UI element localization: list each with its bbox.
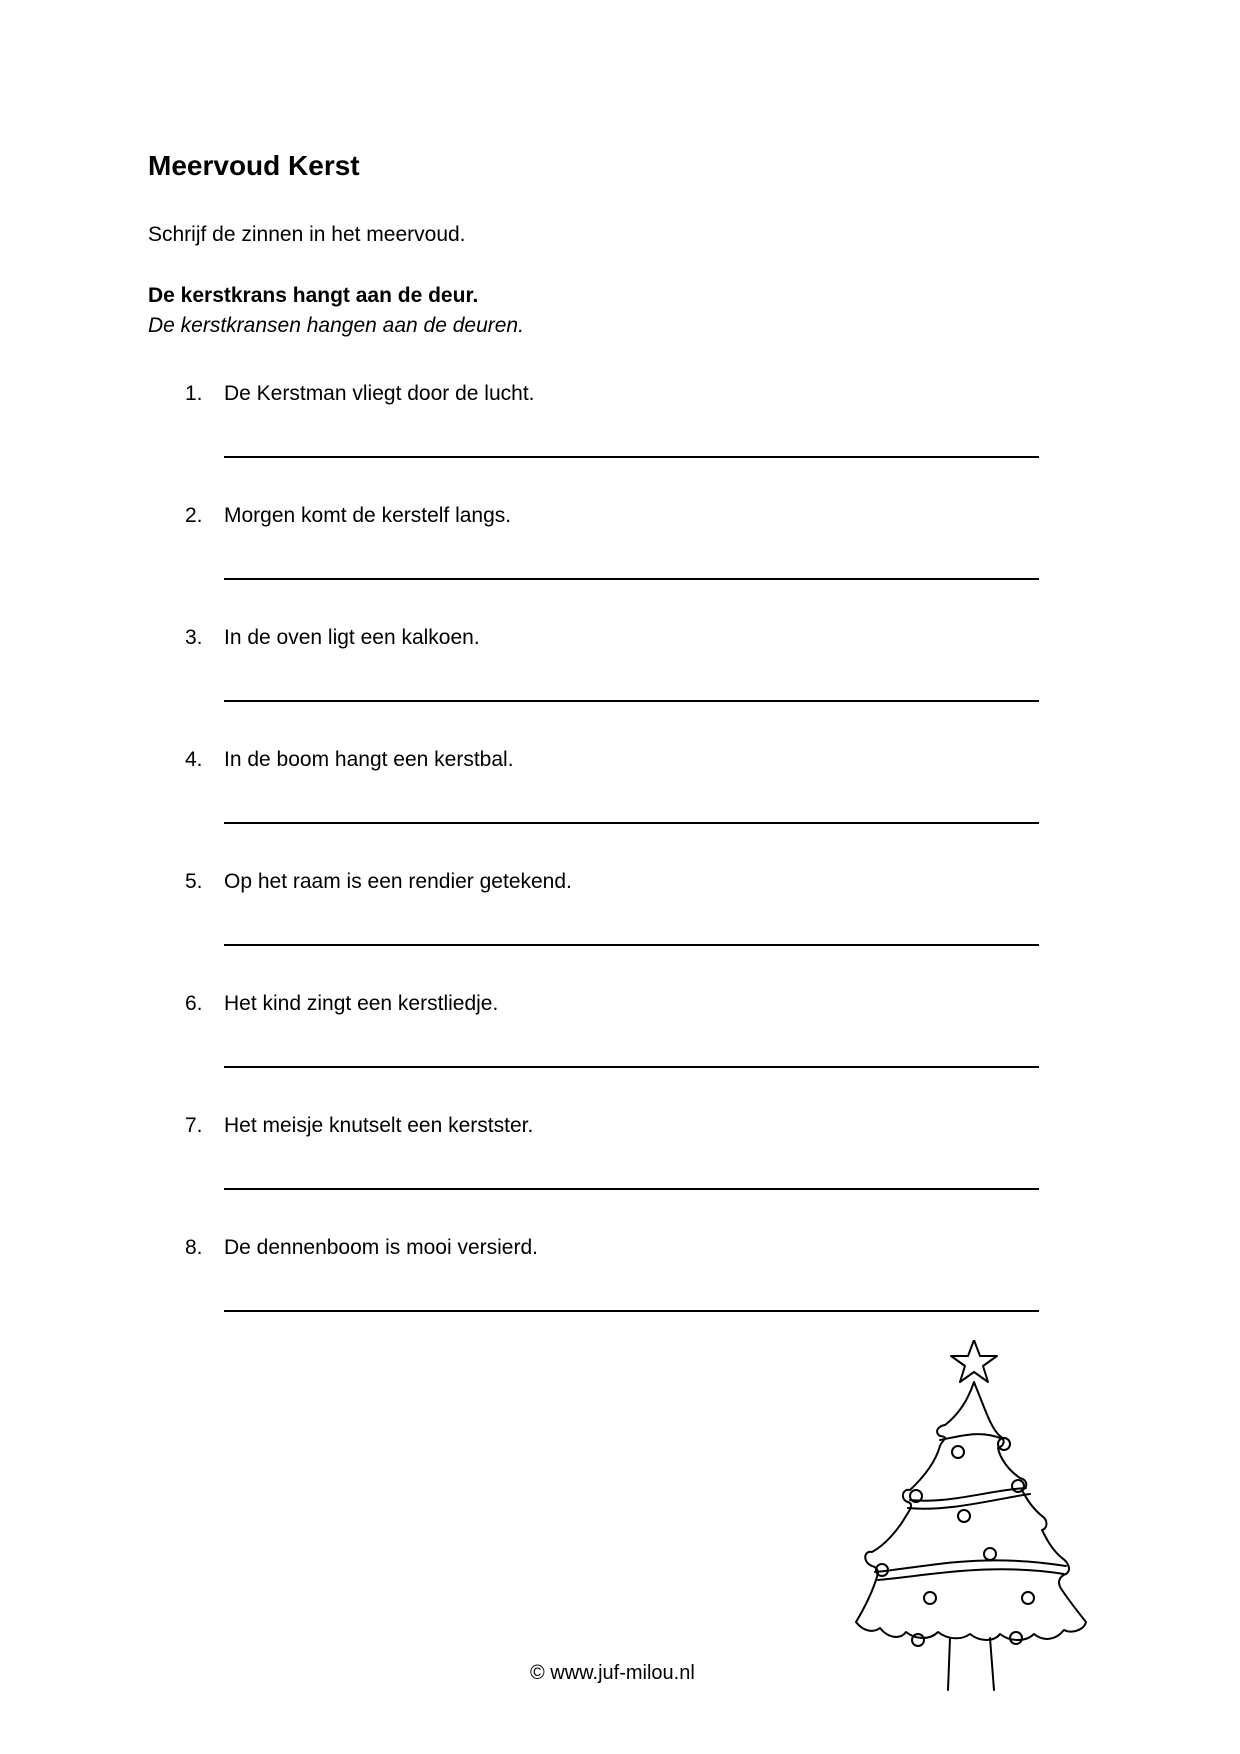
item-number: 8. (185, 1236, 203, 1259)
item-sentence: In de oven ligt een kalkoen. (224, 626, 480, 649)
ornament-icon (952, 1446, 964, 1458)
answer-line[interactable] (224, 578, 1039, 580)
exercise-item (0, 870, 1240, 970)
ornament-icon (1012, 1480, 1024, 1492)
garland-icon (878, 1569, 1064, 1580)
exercise-item (0, 748, 1240, 848)
exercise-item (0, 1114, 1240, 1214)
item-number: 7. (185, 1114, 203, 1137)
item-sentence: Het meisje knutselt een kerstster. (224, 1114, 534, 1137)
instruction-text: Schrijf de zinnen in het meervoud. (148, 223, 466, 246)
ornament-icon (1010, 1632, 1022, 1644)
item-sentence: Het kind zingt een kerstliedje. (224, 992, 499, 1015)
answer-line[interactable] (224, 1066, 1039, 1068)
christmas-tree-icon (850, 1340, 1090, 1710)
exercise-item (0, 504, 1240, 604)
item-sentence: De Kerstman vliegt door de lucht. (224, 382, 535, 405)
answer-line[interactable] (224, 822, 1039, 824)
exercise-item (0, 992, 1240, 1092)
example-sentence: De kerstkrans hangt aan de deur. (148, 284, 479, 307)
page-title: Meervoud Kerst (148, 150, 360, 181)
item-number: 1. (185, 382, 203, 405)
item-sentence: Morgen komt de kerstelf langs. (224, 504, 512, 527)
item-number: 5. (185, 870, 203, 893)
item-sentence: De dennenboom is mooi versierd. (224, 1236, 538, 1259)
ornament-icon (924, 1592, 936, 1604)
trunk-icon (948, 1638, 994, 1690)
exercise-item (0, 1236, 1240, 1336)
garland-icon (940, 1434, 1000, 1440)
ornament-icon (984, 1548, 996, 1560)
garland-icon (910, 1488, 1026, 1501)
answer-line[interactable] (224, 944, 1039, 946)
ornament-icon (912, 1634, 924, 1646)
footer-copyright: © www.juf-milou.nl (530, 1662, 695, 1684)
example-answer: De kerstkransen hangen aan de deuren. (148, 314, 524, 337)
item-sentence: Op het raam is een rendier getekend. (224, 870, 572, 893)
item-number: 6. (185, 992, 203, 1015)
exercise-item (0, 626, 1240, 726)
item-number: 4. (185, 748, 203, 771)
star-icon (951, 1340, 997, 1382)
ornament-icon (958, 1510, 970, 1522)
answer-line[interactable] (224, 456, 1039, 458)
exercise-item (0, 382, 1240, 482)
item-number: 2. (185, 504, 203, 527)
item-number: 3. (185, 626, 203, 649)
item-sentence: In de boom hangt een kerstbal. (224, 748, 514, 771)
answer-line[interactable] (224, 1188, 1039, 1190)
answer-line[interactable] (224, 700, 1039, 702)
answer-line[interactable] (224, 1310, 1039, 1312)
ornament-icon (1022, 1592, 1034, 1604)
tree-outline-icon (856, 1382, 1086, 1640)
